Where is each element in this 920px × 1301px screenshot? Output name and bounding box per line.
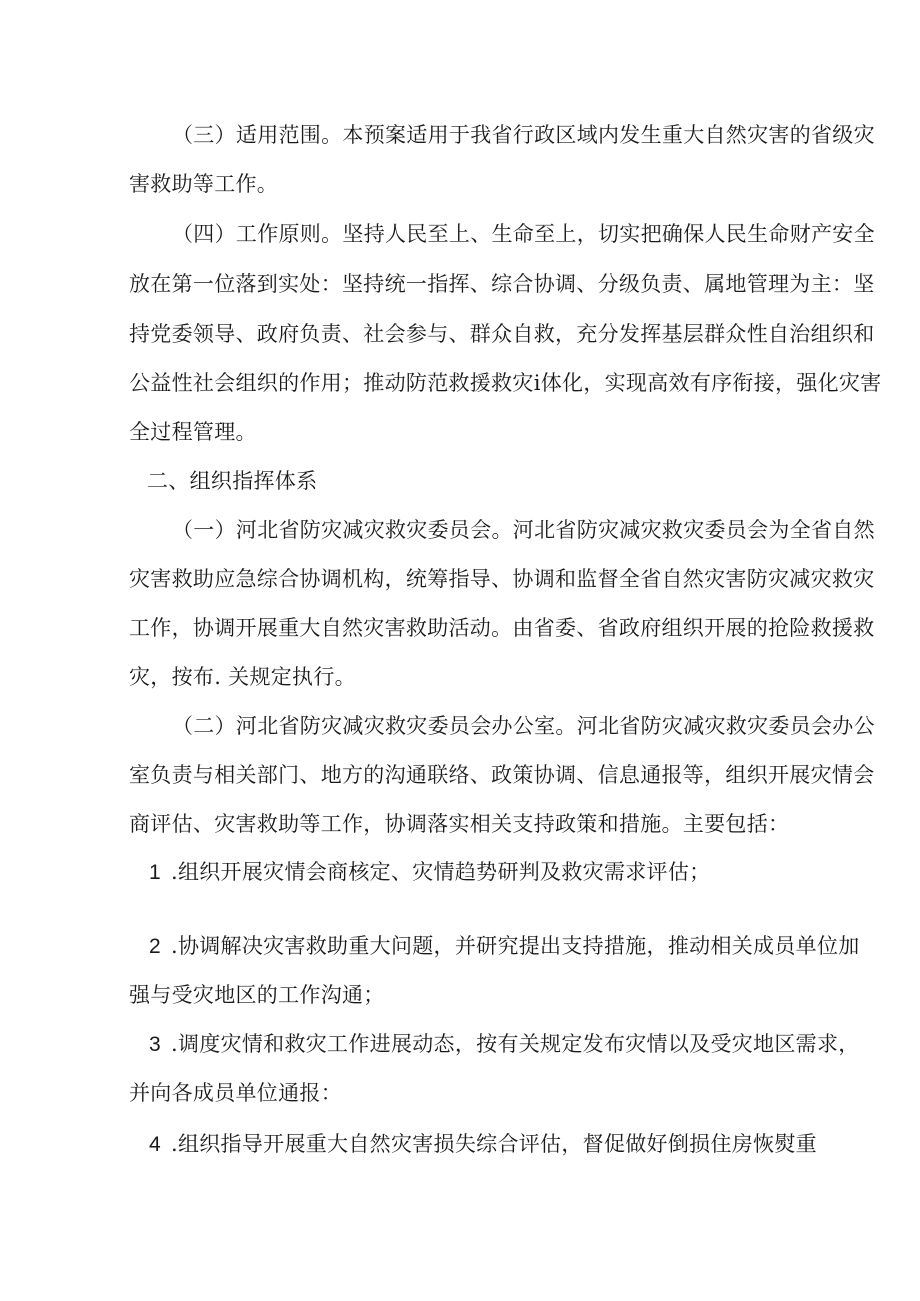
office-line-2: 室负责与相关部门、地方的沟通联络、政策协调、信息通报等，组织开展灾情会 bbox=[129, 763, 875, 787]
list-item-text: .协调解决灾害救助重大问题，并研究提出支持措施，推动相关成员单位加 bbox=[170, 934, 860, 958]
committee-line-2: 灾害救助应急综合协调机构，统筹指导、协调和监督全省自然灾害防灾减灾救灾 bbox=[129, 567, 875, 591]
list-item-text: .调度灾情和救灾工作进展动态，按有关规定发布灾情以及受灾地区需求， bbox=[170, 1032, 860, 1056]
list-item-text: .组织指导开展重大自然灾害损失综合评估，督促做好倒损住房恢熨重 bbox=[170, 1132, 817, 1156]
office-line-3: 商评估、灾害救助等工作，协调落实相关支持政策和措施。主要包括： bbox=[129, 812, 790, 836]
committee-line-4: 灾，按布. 关规定执行。 bbox=[129, 665, 356, 689]
committee-line-3: 工作，协调开展重大自然灾害救助活动。由省委、省政府组织开展的抢险救援救 bbox=[129, 616, 875, 640]
list-item-2-continuation: 强与受灾地区的工作沟通； bbox=[129, 983, 385, 1007]
list-item-3 bbox=[149, 1030, 860, 1059]
list-item-number: 4 bbox=[149, 1133, 161, 1156]
list-item-number: 3 bbox=[149, 1033, 161, 1056]
principles-line-3: 持党委领导、政府负责、社会参与、群众自救，充分发挥基层群众性自治组织和 bbox=[129, 322, 875, 346]
list-item-number: 1 bbox=[149, 861, 161, 884]
committee-line-1: （一）河北省防灾减灾救灾委员会。河北省防灾减灾救灾委员会为全省自然 bbox=[172, 518, 875, 542]
section-heading: 二、组织指挥体系 bbox=[147, 469, 318, 493]
list-item-text: .组织开展灾情会商核定、灾情趋势研判及救灾需求评估； bbox=[170, 860, 711, 884]
list-item-1 bbox=[149, 858, 710, 887]
office-line-1: （二）河北省防灾减灾救灾委员会办公室。河北省防灾减灾救灾委员会办公 bbox=[172, 714, 875, 738]
list-item-4 bbox=[149, 1130, 817, 1159]
scope-line-2: 害救助等工作。 bbox=[129, 172, 279, 196]
list-item-3-continuation: 并向各成员单位通报： bbox=[129, 1081, 342, 1105]
list-item-2 bbox=[149, 932, 860, 961]
principles-line-2: 放在第一位落到实处：坚持统一指挥、综合协调、分级负责、属地管理为主：坚 bbox=[129, 272, 875, 296]
scope-line-1: （三）适用范围。本预案适用于我省行政区域内发生重大自然灾害的省级灾 bbox=[172, 123, 875, 147]
principles-line-4: 公益性社会组织的作用；推动防范救援救灾i体化，实现高效有序衔接，强化灾害 bbox=[129, 371, 882, 395]
list-item-number: 2 bbox=[149, 935, 161, 958]
principles-line-1: （四）工作原则。坚持人民至上、生命至上，切实把确保人民生命财产安全 bbox=[172, 222, 875, 246]
principles-line-5: 全过程管理。 bbox=[129, 420, 257, 444]
